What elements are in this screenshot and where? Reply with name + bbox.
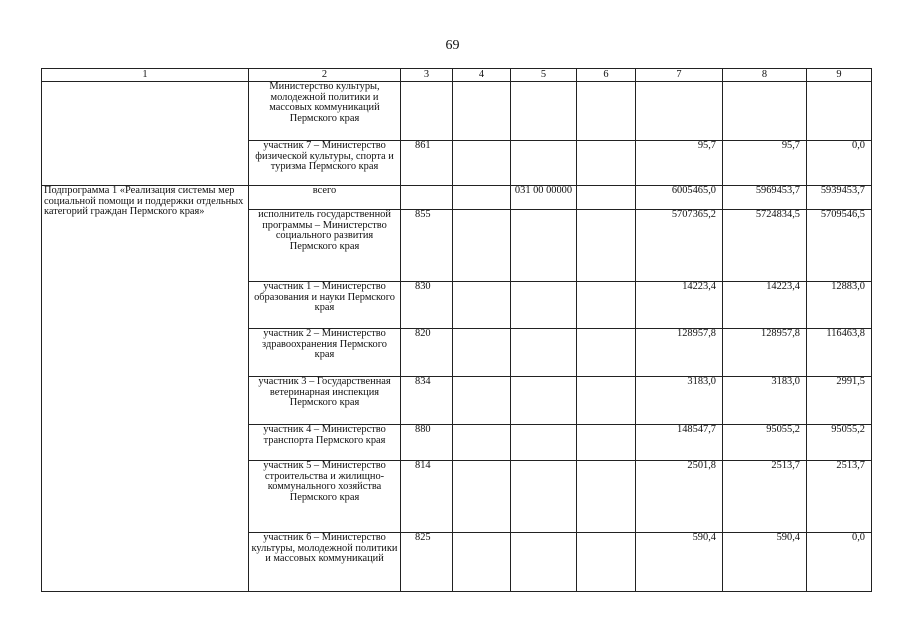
csr-cell [511,461,577,533]
cell [577,329,636,377]
cell [577,186,636,210]
participant-cell: участник 3 – Государственная ветеринарная инспекция Пермского края [249,377,401,425]
code-cell: 820 [401,329,453,377]
value-cell: 95055,2 [723,425,807,461]
cell [453,210,511,282]
participant-cell: Министерство культуры, молодежной политики и массовых коммуникаций Пермского края [249,82,401,141]
cell [453,82,511,141]
header-cell: 2 [249,69,401,82]
header-cell: 6 [577,69,636,82]
value-cell: 0,0 [807,141,872,186]
csr-cell [511,329,577,377]
value-cell [636,82,723,141]
code-cell: 861 [401,141,453,186]
header-cell: 1 [42,69,249,82]
value-cell [807,82,872,141]
csr-cell [511,533,577,592]
value-cell: 3183,0 [636,377,723,425]
code-cell: 855 [401,210,453,282]
header-cell: 3 [401,69,453,82]
participant-cell: участник 5 – Министерство строительства и жилищно-коммунального хозяйства Пермского края [249,461,401,533]
code-cell: 814 [401,461,453,533]
participant-cell: участник 1 – Министерство образования и науки Пермского края [249,282,401,329]
program-cell [42,82,249,186]
value-cell: 0,0 [807,533,872,592]
cell [577,82,636,141]
value-cell: 5939453,7 [807,186,872,210]
cell [577,282,636,329]
value-cell: 95,7 [723,141,807,186]
value-cell: 14223,4 [636,282,723,329]
cell [453,425,511,461]
header-cell: 8 [723,69,807,82]
cell [453,329,511,377]
value-cell: 2991,5 [807,377,872,425]
value-cell: 2513,7 [807,461,872,533]
value-cell: 5707365,2 [636,210,723,282]
cell [577,377,636,425]
value-cell: 128957,8 [723,329,807,377]
participant-cell: участник 2 – Министерство здравоохранения Пермского края [249,329,401,377]
header-cell: 4 [453,69,511,82]
value-cell: 5724834,5 [723,210,807,282]
csr-cell [511,82,577,141]
subprogram-title: Подпрограмма 1 «Реализация системы мер социальной помощи и поддержки отдельных категорий граждан Пермского края» [42,186,249,592]
table-row [42,82,872,141]
cell [577,533,636,592]
participant-cell: участник 4 – Министерство транспорта Пермского края [249,425,401,461]
cell [453,186,511,210]
code-cell [401,186,453,210]
header-cell: 7 [636,69,723,82]
value-cell: 2501,8 [636,461,723,533]
table-row [42,186,872,210]
cell [453,141,511,186]
csr-cell [511,282,577,329]
value-cell: 3183,0 [723,377,807,425]
value-cell: 590,4 [723,533,807,592]
participant-cell: исполнитель государственной программы – Министерство социального развития Пермского края [249,210,401,282]
value-cell: 128957,8 [636,329,723,377]
header-cell: 9 [807,69,872,82]
participant-cell: участник 7 – Министерство физической культуры, спорта и туризма Пермского края [249,141,401,186]
code-cell: 830 [401,282,453,329]
value-cell: 12883,0 [807,282,872,329]
cell [453,282,511,329]
csr-cell [511,425,577,461]
value-cell [723,82,807,141]
cell [577,141,636,186]
value-cell: 95055,2 [807,425,872,461]
cell [577,210,636,282]
code-cell [401,82,453,141]
csr-cell [511,141,577,186]
page-number: 69 [445,38,460,53]
cell [577,461,636,533]
value-cell: 2513,7 [723,461,807,533]
code-cell: 834 [401,377,453,425]
code-cell: 825 [401,533,453,592]
participant-cell: участник 6 – Министерство культуры, молодежной политики и массовых коммуникаций [249,533,401,592]
cell [453,377,511,425]
value-cell: 5969453,7 [723,186,807,210]
header-cell: 5 [511,69,577,82]
value-cell: 14223,4 [723,282,807,329]
csr-cell [511,210,577,282]
value-cell: 95,7 [636,141,723,186]
participant-cell: всего [249,186,401,210]
budget-table [41,68,872,592]
value-cell: 6005465,0 [636,186,723,210]
value-cell: 148547,7 [636,425,723,461]
csr-cell: 031 00 00000 [511,186,577,210]
header-row [42,69,872,82]
cell [453,533,511,592]
csr-cell [511,377,577,425]
cell [577,425,636,461]
cell [453,461,511,533]
value-cell: 590,4 [636,533,723,592]
value-cell: 5709546,5 [807,210,872,282]
code-cell: 880 [401,425,453,461]
value-cell: 116463,8 [807,329,872,377]
